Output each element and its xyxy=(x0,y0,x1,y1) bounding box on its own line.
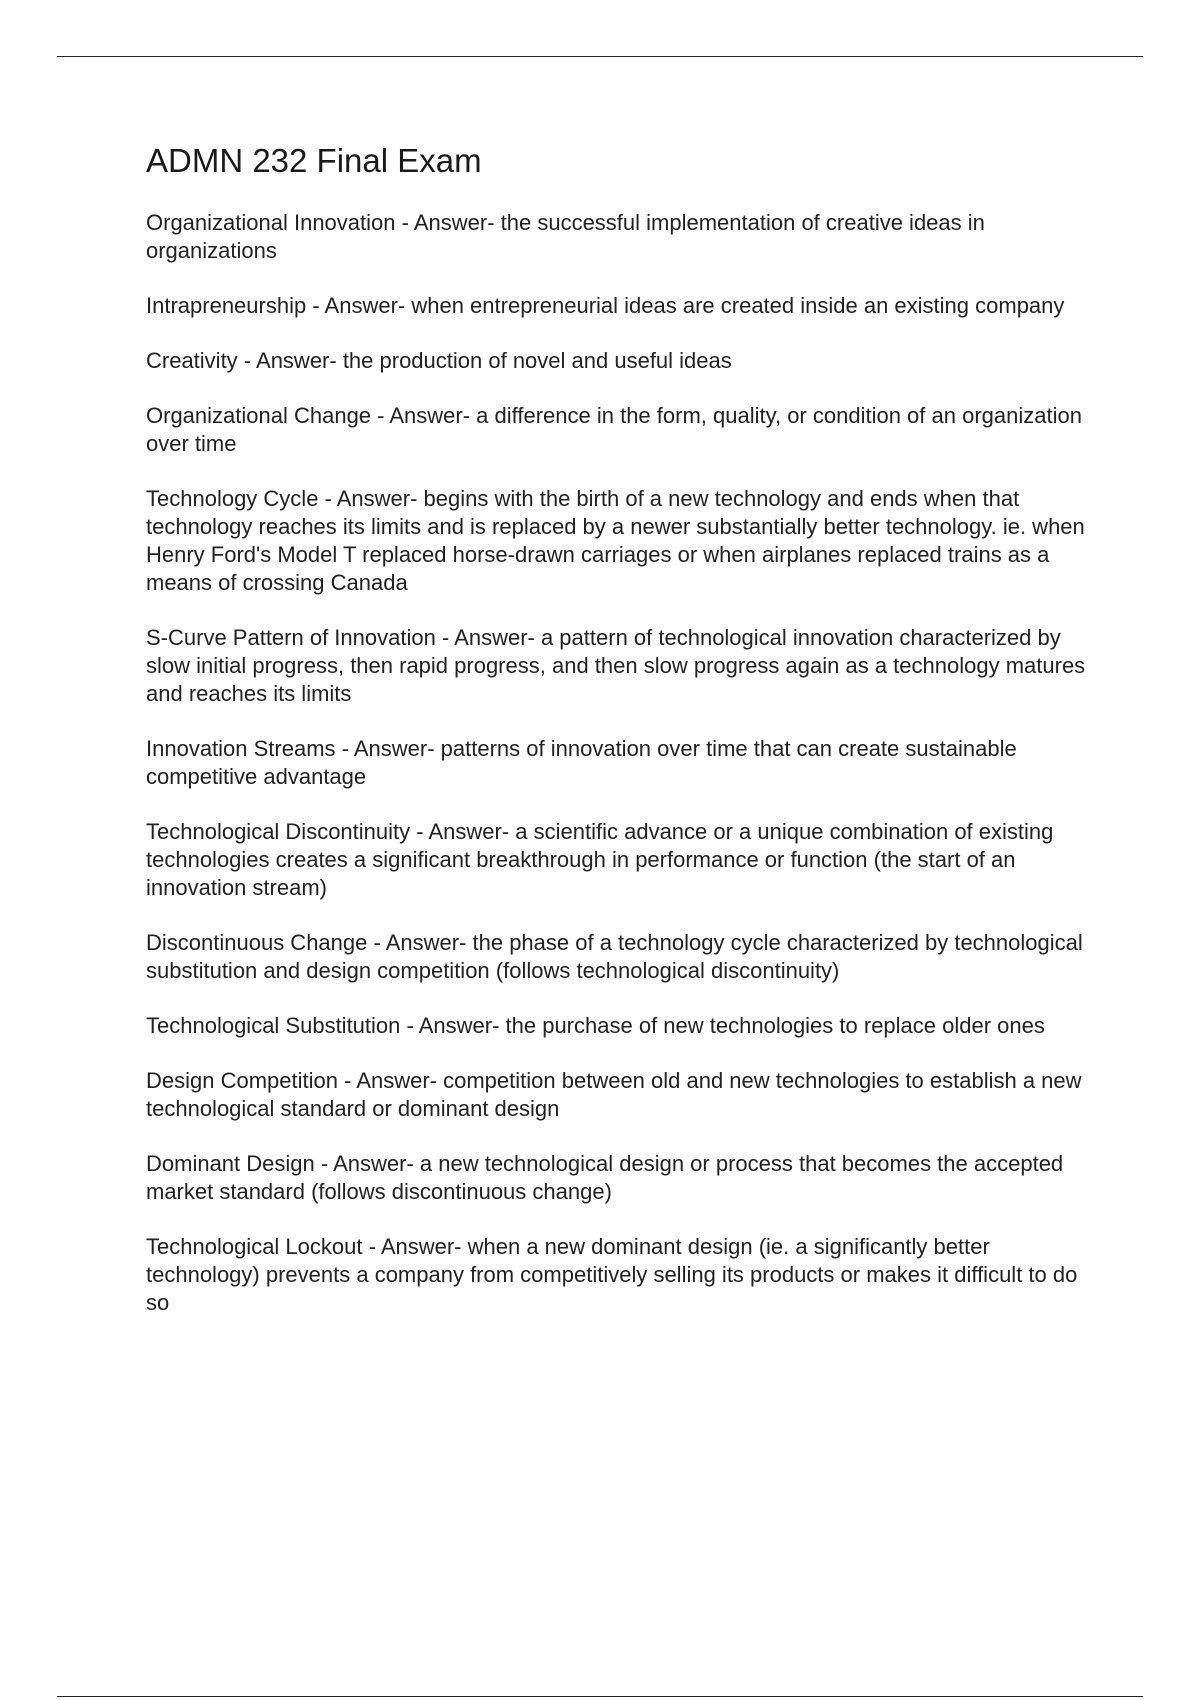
top-divider xyxy=(57,56,1143,57)
entry-discontinuous-change: Discontinuous Change - Answer- the phase of a technology cycle characterized by technological substitution and design competition (follows technological discontinuity) xyxy=(146,930,1083,984)
entry-organizational-change: Organizational Change - Answer- a difference in the form, quality, or condition of an organization over time xyxy=(146,403,1082,457)
entry-intrapreneurship: Intrapreneurship - Answer- when entrepreneurial ideas are created inside an existing company xyxy=(146,293,1065,319)
bottom-divider xyxy=(57,1696,1143,1697)
entry-organizational-innovation: Organizational Innovation - Answer- the successful implementation of creative ideas in organizations xyxy=(146,210,985,264)
entry-s-curve-pattern: S-Curve Pattern of Innovation - Answer- a pattern of technological innovation characterized by slow initial progress, then rapid progress, and then slow progress again as a technology matures and reaches its limits xyxy=(146,625,1086,707)
entry-technological-lockout: Technological Lockout - Answer- when a new dominant design (ie. a significantly better technology) prevents a company from competitively selling its products or makes it difficult to do so xyxy=(146,1234,1078,1316)
entry-technological-discontinuity: Technological Discontinuity - Answer- a scientific advance or a unique combination of existing technologies creates a significant breakthrough in performance or function (the start of an innovation stream) xyxy=(146,819,1054,901)
entry-creativity: Creativity - Answer- the production of novel and useful ideas xyxy=(146,348,732,374)
page-title: ADMN 232 Final Exam xyxy=(146,142,482,179)
entry-technological-substitution: Technological Substitution - Answer- the purchase of new technologies to replace older ones xyxy=(146,1013,1045,1039)
entry-technology-cycle: Technology Cycle - Answer- begins with the birth of a new technology and ends when that technology reaches its limits and is replaced by a newer substantially better technology. ie. when Henry Ford's Model T replaced horse-drawn carriages or when airplanes replaced trains as a means of crossing Canada xyxy=(146,486,1085,596)
entry-innovation-streams: Innovation Streams - Answer- patterns of innovation over time that can create sustainable competitive advantage xyxy=(146,736,1017,790)
document-body xyxy=(146,140,1086,1344)
entry-design-competition: Design Competition - Answer- competition between old and new technologies to establish a new technological standard or dominant design xyxy=(146,1068,1082,1122)
entry-dominant-design: Dominant Design - Answer- a new technological design or process that becomes the accepted market standard (follows discontinuous change) xyxy=(146,1151,1064,1205)
